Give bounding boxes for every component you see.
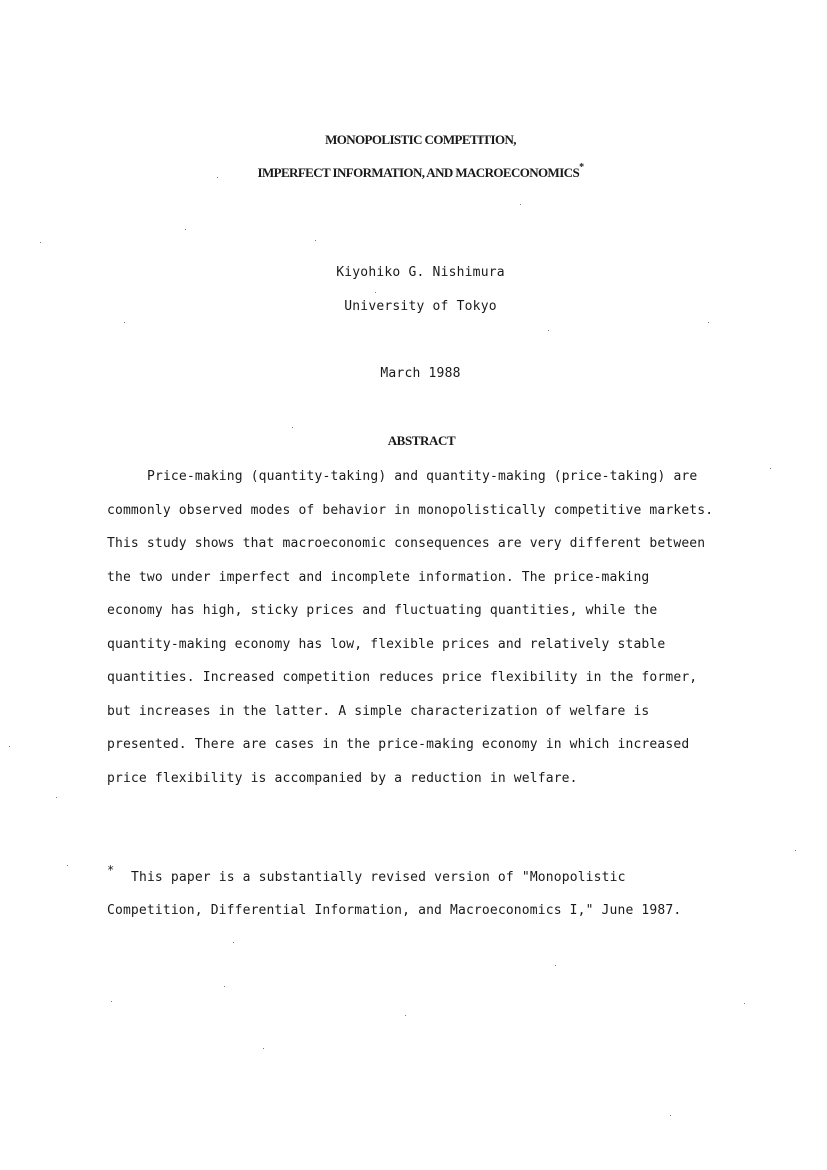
footnote-mark: *	[107, 863, 115, 877]
scan-speck	[40, 242, 41, 243]
abstract-line: presented. There are cases in the price-making economy in which increased	[107, 737, 690, 752]
title-footnote	[107, 860, 747, 928]
abstract-line: economy has high, sticky prices and fluctuating quantities, while the	[107, 603, 658, 618]
abstract-line: but increases in the latter. A simple characterization of welfare is	[107, 703, 650, 719]
scan-speck	[224, 986, 225, 987]
abstract-heading: ABSTRACT	[387, 433, 456, 448]
scan-speck	[795, 850, 796, 851]
abstract-line: the two under imperfect and incomplete information. The price-making	[107, 569, 650, 585]
scan-speck	[111, 1001, 112, 1002]
scan-speck	[67, 865, 68, 866]
paper-title-line-2	[7, 162, 827, 181]
title-text-2: IMPERFECT INFORMATION, AND MACROECONOMICS	[257, 165, 580, 180]
scan-speck	[233, 942, 234, 943]
scan-speck	[217, 177, 218, 178]
scan-speck	[744, 1003, 745, 1004]
paper-date: March 1988	[380, 366, 461, 381]
abstract-body	[107, 460, 747, 795]
scan-speck	[315, 240, 316, 241]
footnote-line-1	[107, 860, 747, 894]
abstract-line: Price-making (quantity-taking) and quantity-making (price-taking) are	[147, 469, 698, 484]
scan-speck	[185, 229, 186, 230]
abstract-line: commonly observed modes of behavior in monopolistically competitive markets.	[107, 502, 714, 518]
paper-title-line-1	[7, 132, 827, 148]
title-text-1: MONOPOLISTIC COMPETITION,	[325, 132, 516, 147]
scan-speck	[405, 1015, 406, 1016]
scan-speck	[548, 330, 549, 331]
scan-speck	[520, 204, 521, 205]
title-footnote-mark: *	[579, 162, 584, 173]
scan-speck	[9, 746, 10, 747]
scan-speck	[263, 1048, 264, 1049]
scan-speck	[770, 468, 771, 469]
scan-speck	[375, 292, 376, 293]
scan-speck	[56, 797, 57, 798]
scan-speck	[708, 322, 709, 323]
abstract-line: quantity-making economy has low, flexible prices and relatively stable	[107, 636, 666, 652]
author-affiliation: University of Tokyo	[344, 299, 497, 314]
scan-speck	[292, 427, 293, 428]
abstract-line: price flexibility is accompanied by a reduction in welfare.	[107, 770, 578, 786]
author-name: Kiyohiko G. Nishimura	[336, 265, 505, 280]
scan-speck	[124, 322, 125, 323]
footnote-text-1: This paper is a substantially revised version of "Monopolistic	[131, 870, 626, 885]
footnote-line-2: Competition, Differential Information, and Macroeconomics I," June 1987.	[107, 903, 682, 918]
scan-speck	[670, 1115, 671, 1116]
abstract-line: quantities. Increased competition reduces price flexibility in the former,	[107, 670, 698, 685]
scan-speck	[555, 965, 556, 966]
abstract-line: This study shows that macroeconomic consequences are very different between	[107, 536, 706, 551]
